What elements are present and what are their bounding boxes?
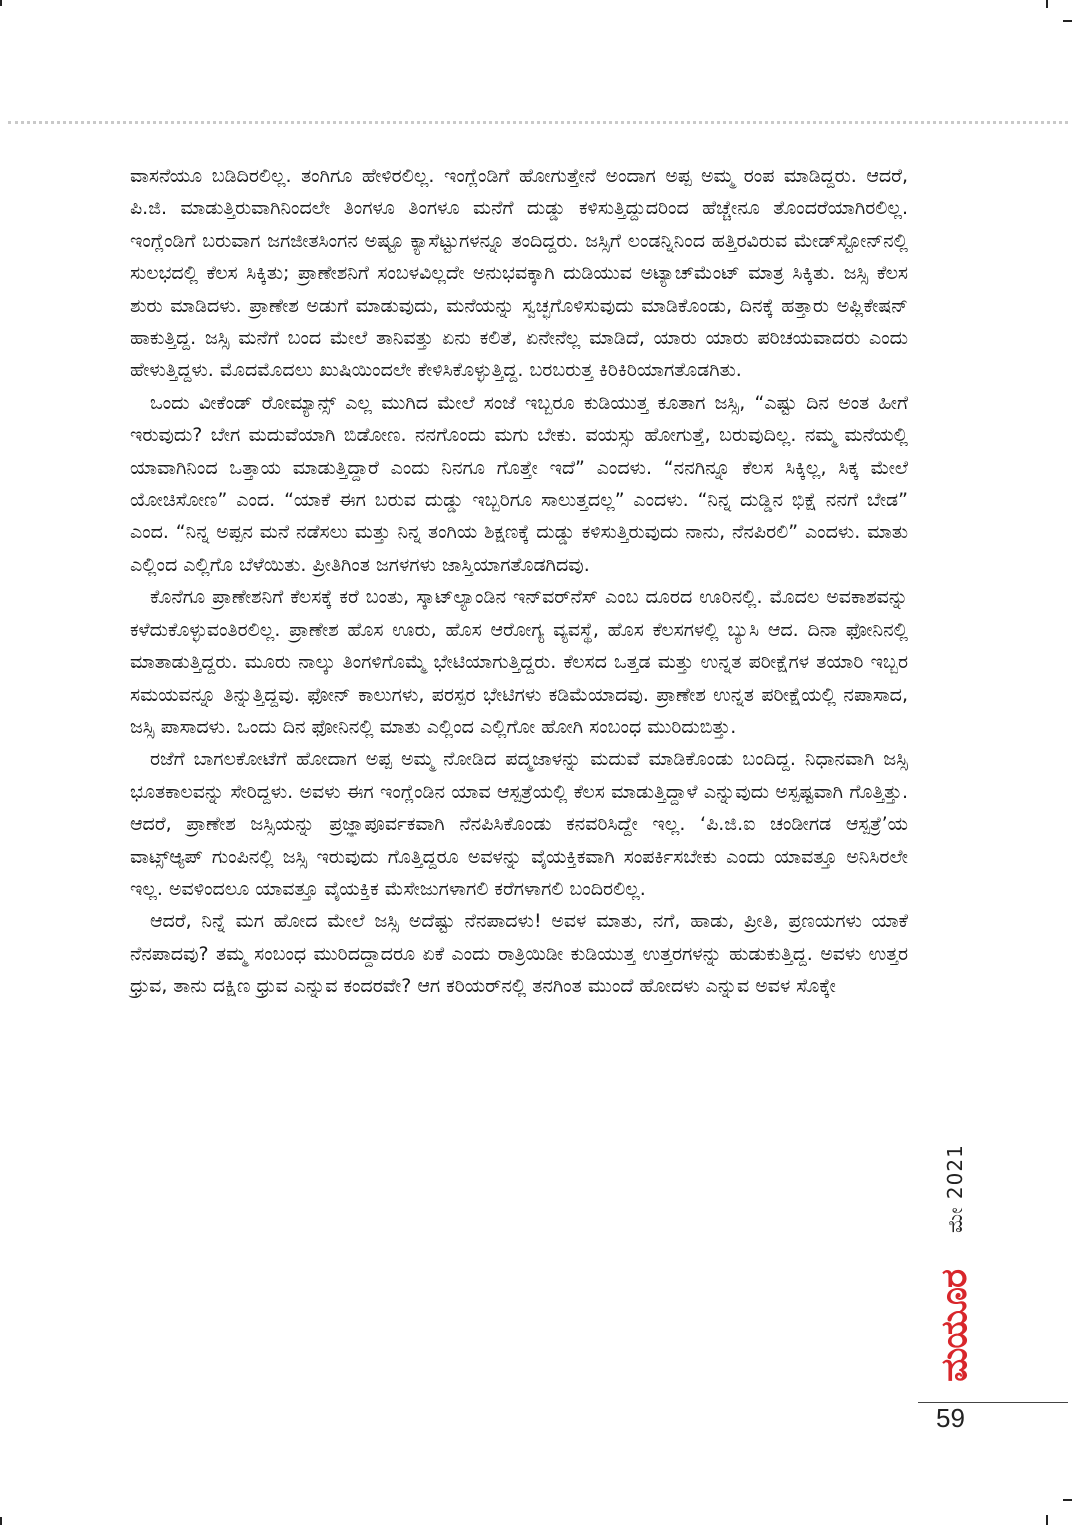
crop-mark-top-right <box>1046 0 1048 8</box>
article-paragraph-5: ಆದರೆ, ನಿನ್ನೆ ಮಗ ಹೋದ ಮೇಲೆ ಜಸ್ಸಿ ಅದೆಷ್ಟು ನೆನಪಾದಳು! ಅವಳ ಮಾತು, ನಗೆ, ಹಾಡು, ಪ್ರೀತಿ, ಪ್ರಣಯಗಳು ಯಾಕೆ ನೆನಪಾದವು? ತಮ್ಮ ಸಂಬಂಧ ಮುರಿದದ್ದಾದರೂ ಏಕೆ ಎಂದು ರಾತ್ರಿಯಿಡೀ ಕುಡಿಯುತ್ತ ಉತ್ತರಗಳನ್ನು ಹುಡುಕುತ್ತಿದ್ದ. ಅವಳು ಉತ್ತರ ಧ್ರುವ, ತಾನು ದಕ್ಷಿಣ ಧ್ರುವ ಎನ್ನುವ ಕಂದರವೇ? ಆಗ ಕರಿಯರ್‌ನಲ್ಲಿ ತನಗಿಂತ ಮುಂದೆ ಹೋದಳು ಎನ್ನುವ ಅವಳ ಸೊಕ್ಕೇ <box>130 910 908 998</box>
article-paragraph-1: ವಾಸನೆಯೂ ಬಡಿದಿರಲಿಲ್ಲ. ತಂಗಿಗೂ ಹೇಳಿರಲಿಲ್ಲ. ಇಂಗ್ಲೆಂಡಿಗೆ ಹೋಗುತ್ತೇನೆ ಅಂದಾಗ ಅಪ್ಪ ಅಮ್ಮ ರಂಪ ಮಾಡಿದ್ದರು. ಆದರೆ, ಪಿ.ಜಿ. ಮಾಡುತ್ತಿರುವಾಗಿನಿಂದಲೇ ತಿಂಗಳೂ ತಿಂಗಳೂ ಮನೆಗೆ ದುಡ್ಡು ಕಳಿಸುತ್ತಿದ್ದುದರಿಂದ ಹೆಚ್ಚೇನೂ ತೊಂದರೆಯಾಗಿರಲಿಲ್ಲ. ಇಂಗ್ಲೆಂಡಿಗೆ ಬರುವಾಗ ಜಗಜೀತಸಿಂಗನ ಅಷ್ಟೂ ಕ್ಯಾಸೆಟ್ಟುಗಳನ್ನೂ ತಂದಿದ್ದರು. ಜಸ್ಸಿಗೆ ಲಂಡನ್ನಿನಿಂದ ಹತ್ತಿರವಿರುವ ಮೇಡ್‌ಸ್ಟೋನ್‌ನಲ್ಲಿ ಸುಲಭದಲ್ಲಿ ಕೆಲಸ ಸಿಕ್ಕಿತು; ಪ್ರಾಣೇಶನಿಗೆ ಸಂಬಳವಿಲ್ಲದೇ ಅನುಭವಕ್ಕಾಗಿ ದುಡಿಯುವ ಅಟ್ಯಾಚ್‌ಮೆಂಟ್ ಮಾತ್ರ ಸಿಕ್ಕಿತು. ಜಸ್ಸಿ ಕೆಲಸ ಶುರು ಮಾಡಿದಳು. ಪ್ರಾಣೇಶ ಅಡುಗೆ ಮಾಡುವುದು, ಮನೆಯನ್ನು ಸ್ವಚ್ಛಗೊಳಿಸುವುದು ಮಾಡಿಕೊಂಡು, ದಿನಕ್ಕೆ ಹತ್ತಾರು ಅಪ್ಲಿಕೇಷನ್ ಹಾಕುತ್ತಿದ್ದ. ಜಸ್ಸಿ ಮನೆಗೆ ಬಂದ ಮೇಲೆ ತಾನಿವತ್ತು ಏನು ಕಲಿತೆ, ಏನೇನೆಲ್ಲ ಮಾಡಿದೆ, ಯಾರು ಯಾರು ಪರಿಚಯವಾದರು ಎಂದು ಹೇಳುತ್ತಿದ್ದಳು. ಮೊದಮೊದಲು ಖುಷಿಯಿಂದಲೇ ಕೇಳಿಸಿಕೊಳ್ಳುತ್ತಿದ್ದ. ಬರಬರುತ್ತ ಕಿರಿಕಿರಿಯಾಗತೊಡಗಿತು. <box>130 165 908 382</box>
header-dotted-rule <box>8 121 1068 124</box>
magazine-name: ಮಯೂರ <box>933 1270 975 1382</box>
crop-mark-right-upper <box>1063 20 1072 22</box>
article-paragraph-4: ರಜೆಗೆ ಬಾಗಲಕೋಟೆಗೆ ಹೋದಾಗ ಅಪ್ಪ ಅಮ್ಮ ನೋಡಿದ ಪದ್ಮಜಾಳನ್ನು ಮದುವೆ ಮಾಡಿಕೊಂಡು ಬಂದಿದ್ದ. ನಿಧಾನವಾಗಿ ಜಸ್ಸಿ ಭೂತಕಾಲವನ್ನು ಸೇರಿದ್ದಳು. ಅವಳು ಈಗ ಇಂಗ್ಲೆಂಡಿನ ಯಾವ ಆಸ್ಪತ್ರೆಯಲ್ಲಿ ಕೆಲಸ ಮಾಡುತ್ತಿದ್ದಾಳೆ ಎನ್ನುವುದು ಅಸ್ಪಷ್ಟವಾಗಿ ಗೊತ್ತಿತ್ತು. ಆದರೆ, ಪ್ರಾಣೇಶ ಜಸ್ಸಿಯನ್ನು ಪ್ರಜ್ಞಾಪೂರ್ವಕವಾಗಿ ನೆನಪಿಸಿಕೊಂಡು ಕನವರಿಸಿದ್ದೇ ಇಲ್ಲ. ‘ಪಿ.ಜಿ.ಐ ಚಂಡೀಗಡ ಆಸ್ಪತ್ರೆ’ಯ ವಾಟ್ಸ್‌ಆ್ಯಪ್ ಗುಂಪಿನಲ್ಲಿ ಜಸ್ಸಿ ಇರುವುದು ಗೊತ್ತಿದ್ದರೂ ಅವಳನ್ನು ವೈಯಕ್ತಿಕವಾಗಿ ಸಂಪರ್ಕಿಸಬೇಕು ಎಂದು ಯಾವತ್ತೂ ಅನಿಸಿರಲೇ ಇಲ್ಲ. ಅವಳಿಂದಲೂ ಯಾವತ್ತೂ ವೈಯಕ್ತಿಕ ಮೆಸೇಜುಗಳಾಗಲಿ ಕರೆಗಳಾಗಲಿ ಬಂದಿರಲಿಲ್ಲ. <box>130 748 908 900</box>
page-number: 59 <box>936 1403 965 1433</box>
crop-mark-right-lower <box>1063 1499 1072 1501</box>
crop-mark-bottom-left <box>0 1517 2 1525</box>
crop-mark-bottom-right <box>1046 1515 1048 1525</box>
article-body <box>130 160 908 1003</box>
crop-mark-top-left <box>0 0 2 6</box>
magazine-logo <box>932 1256 976 1396</box>
issue-date: ಮೇ 2021 <box>943 1144 967 1233</box>
article-paragraph-2: ಒಂದು ವೀಕೆಂಡ್ ರೋಮ್ಯಾನ್ಸ್ ಎಲ್ಲ ಮುಗಿದ ಮೇಲೆ ಸಂಜೆ ಇಬ್ಬರೂ ಕುಡಿಯುತ್ತ ಕೂತಾಗ ಜಸ್ಸಿ, “ಎಷ್ಟು ದಿನ ಅಂತ ಹೀಗೆ ಇರುವುದು? ಬೇಗ ಮದುವೆಯಾಗಿ ಬಿಡೋಣ. ನನಗೊಂದು ಮಗು ಬೇಕು. ವಯಸ್ಸು ಹೋಗುತ್ತೆ, ಬರುವುದಿಲ್ಲ. ನಮ್ಮ ಮನೆಯಲ್ಲಿ ಯಾವಾಗಿನಿಂದ ಒತ್ತಾಯ ಮಾಡುತ್ತಿದ್ದಾರೆ ಎಂದು ನಿನಗೂ ಗೊತ್ತೇ ಇದೆ” ಎಂದಳು. “ನನಗಿನ್ನೂ ಕೆಲಸ ಸಿಕ್ಕಿಲ್ಲ, ಸಿಕ್ಕ ಮೇಲೆ ಯೋಚಿಸೋಣ” ಎಂದ. “ಯಾಕೆ ಈಗ ಬರುವ ದುಡ್ಡು ಇಬ್ಬರಿಗೂ ಸಾಲುತ್ತದಲ್ಲ” ಎಂದಳು. “ನಿನ್ನ ದುಡ್ಡಿನ ಭಿಕ್ಷೆ ನನಗೆ ಬೇಡ” ಎಂದ. “ನಿನ್ನ ಅಪ್ಪನ ಮನೆ ನಡೆಸಲು ಮತ್ತು ನಿನ್ನ ತಂಗಿಯ ಶಿಕ್ಷಣಕ್ಕೆ ದುಡ್ಡು ಕಳಿಸುತ್ತಿರುವುದು ನಾನು, ನೆನಪಿರಲಿ” ಎಂದಳು. ಮಾತು ಎಲ್ಲಿಂದ ಎಲ್ಲಿಗೊ ಬೆಳೆಯಿತು. ಪ್ರೀತಿಗಿಂತ ಜಗಳಗಳು ಜಾಸ್ತಿಯಾಗತೊಡಗಿದವು. <box>130 391 908 576</box>
article-paragraph-3: ಕೊನೆಗೂ ಪ್ರಾಣೇಶನಿಗೆ ಕೆಲಸಕ್ಕೆ ಕರೆ ಬಂತು, ಸ್ಕಾಟ್‌ಲ್ಯಾಂಡಿನ ಇನ್‌ವರ್‌ನೆಸ್ ಎಂಬ ದೂರದ ಊರಿನಲ್ಲಿ. ಮೊದಲ ಅವಕಾಶವನ್ನು ಕಳೆದುಕೊಳ್ಳುವಂತಿರಲಿಲ್ಲ. ಪ್ರಾಣೇಶ ಹೊಸ ಊರು, ಹೊಸ ಆರೋಗ್ಯ ವ್ಯವಸ್ಥೆ, ಹೊಸ ಕೆಲಸಗಳಲ್ಲಿ ಬ್ಯುಸಿ ಆದ. ದಿನಾ ಫೋನಿನಲ್ಲಿ ಮಾತಾಡುತ್ತಿದ್ದರು. ಮೂರು ನಾಲ್ಕು ತಿಂಗಳಿಗೊಮ್ಮೆ ಭೇಟಿಯಾಗುತ್ತಿದ್ದರು. ಕೆಲಸದ ಒತ್ತಡ ಮತ್ತು ಉನ್ನತ ಪರೀಕ್ಷೆಗಳ ತಯಾರಿ ಇಬ್ಬರ ಸಮಯವನ್ನೂ ತಿನ್ನುತ್ತಿದ್ದವು. ಫೋನ್ ಕಾಲುಗಳು, ಪರಸ್ಪರ ಭೇಟಿಗಳು ಕಡಿಮೆಯಾದವು. ಪ್ರಾಣೇಶ ಉನ್ನತ ಪರೀಕ್ಷೆಯಲ್ಲಿ ನಪಾಸಾದ, ಜಸ್ಸಿ ಪಾಸಾದಳು. ಒಂದು ದಿನ ಫೋನಿನಲ್ಲಿ ಮಾತು ಎಲ್ಲಿಂದ ಎಲ್ಲಿಗೋ ಹೋಗಿ ಸಂಬಂಧ ಮುರಿದುಬಿತ್ತು. <box>130 586 908 738</box>
